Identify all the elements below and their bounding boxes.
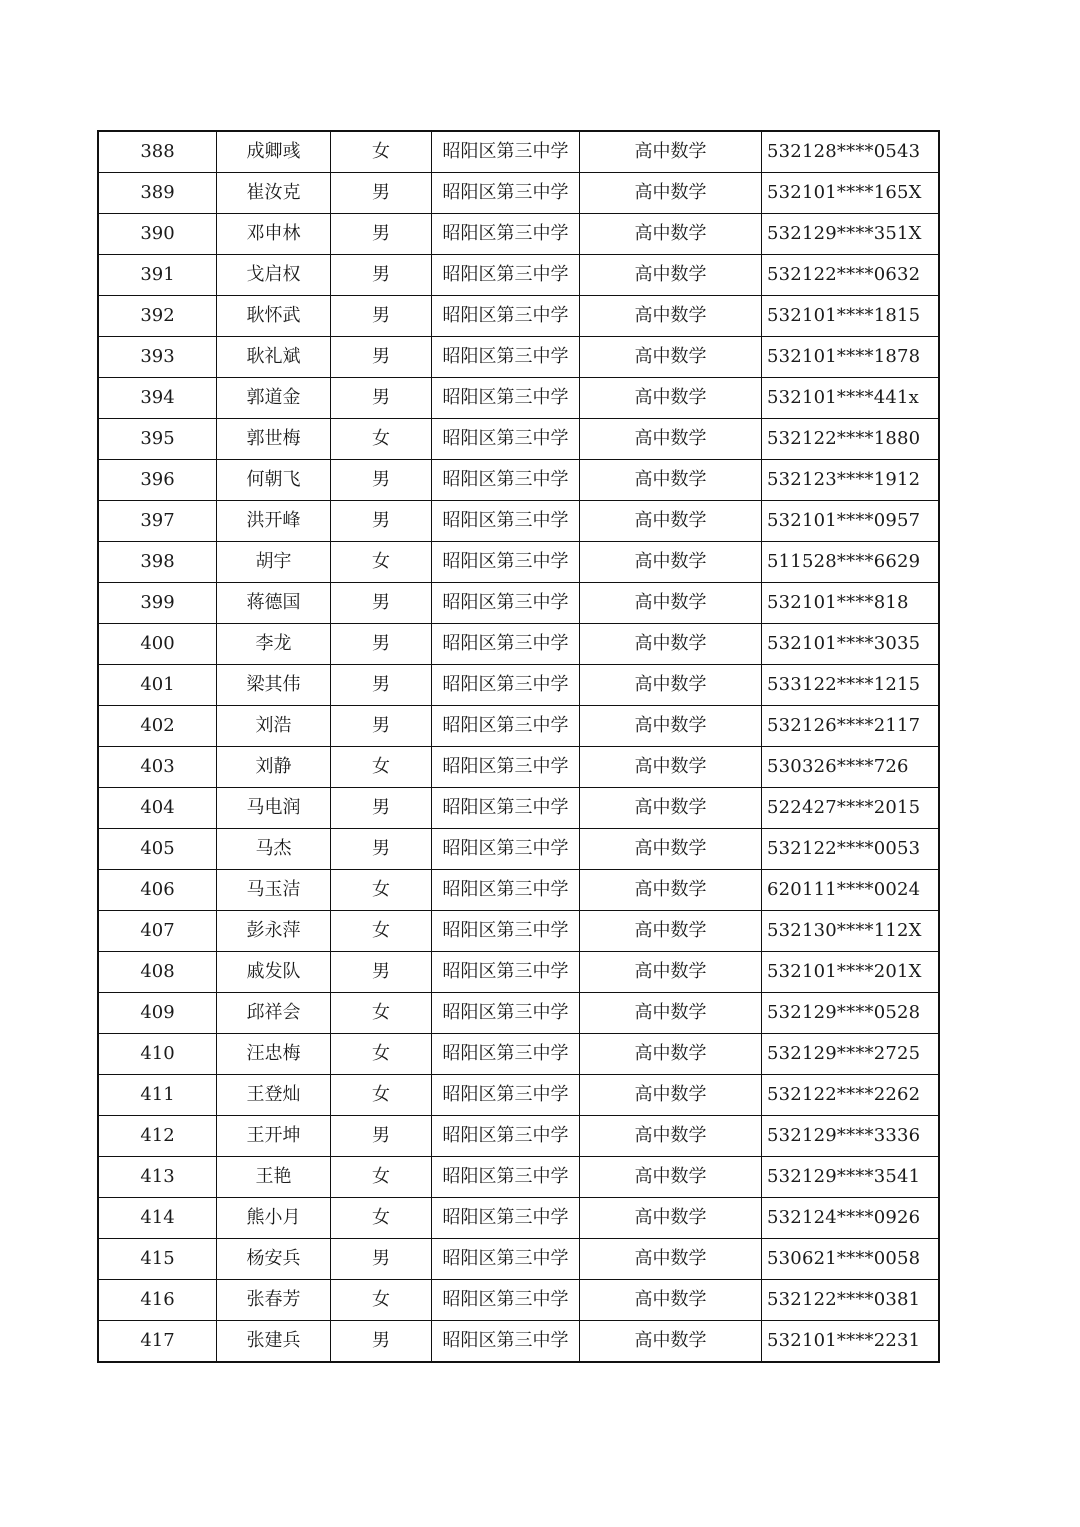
subject-cell: 高中数学: [580, 1157, 762, 1198]
id-number-cell: 532129****0528: [762, 993, 940, 1034]
school-cell: 昭阳区第三中学: [432, 460, 580, 501]
gender-cell: 女: [331, 747, 432, 788]
school-cell: 昭阳区第三中学: [432, 829, 580, 870]
row-number-cell: 417: [98, 1321, 217, 1363]
name-cell: 耿怀武: [217, 296, 331, 337]
row-number-cell: 389: [98, 173, 217, 214]
subject-cell: 高中数学: [580, 706, 762, 747]
row-number-cell: 401: [98, 665, 217, 706]
table-row: [98, 1075, 939, 1116]
table-row: [98, 624, 939, 665]
id-number-cell: 532101****818: [762, 583, 940, 624]
gender-cell: 男: [331, 1116, 432, 1157]
table-row: [98, 747, 939, 788]
row-number-cell: 408: [98, 952, 217, 993]
id-number-cell: 532122****0053: [762, 829, 940, 870]
row-number-cell: 415: [98, 1239, 217, 1280]
subject-cell: 高中数学: [580, 296, 762, 337]
gender-cell: 男: [331, 337, 432, 378]
school-cell: 昭阳区第三中学: [432, 870, 580, 911]
school-cell: 昭阳区第三中学: [432, 378, 580, 419]
table-row: [98, 296, 939, 337]
table-row: [98, 173, 939, 214]
subject-cell: 高中数学: [580, 419, 762, 460]
id-number-cell: 532124****0926: [762, 1198, 940, 1239]
row-number-cell: 390: [98, 214, 217, 255]
row-number-cell: 400: [98, 624, 217, 665]
subject-cell: 高中数学: [580, 501, 762, 542]
subject-cell: 高中数学: [580, 460, 762, 501]
id-number-cell: 530621****0058: [762, 1239, 940, 1280]
school-cell: 昭阳区第三中学: [432, 1280, 580, 1321]
id-number-cell: 532122****1880: [762, 419, 940, 460]
school-cell: 昭阳区第三中学: [432, 952, 580, 993]
subject-cell: 高中数学: [580, 870, 762, 911]
table-row: [98, 378, 939, 419]
name-cell: 何朝飞: [217, 460, 331, 501]
row-number-cell: 404: [98, 788, 217, 829]
name-cell: 蒋德国: [217, 583, 331, 624]
id-number-cell: 532101****441x: [762, 378, 940, 419]
subject-cell: 高中数学: [580, 1239, 762, 1280]
id-number-cell: 532123****1912: [762, 460, 940, 501]
name-cell: 戈启权: [217, 255, 331, 296]
school-cell: 昭阳区第三中学: [432, 131, 580, 173]
id-number-cell: 532101****1878: [762, 337, 940, 378]
subject-cell: 高中数学: [580, 747, 762, 788]
table-row: [98, 583, 939, 624]
id-number-cell: 532101****0957: [762, 501, 940, 542]
id-number-cell: 532128****0543: [762, 131, 940, 173]
name-cell: 王艳: [217, 1157, 331, 1198]
id-number-cell: 532122****2262: [762, 1075, 940, 1116]
gender-cell: 男: [331, 296, 432, 337]
school-cell: 昭阳区第三中学: [432, 337, 580, 378]
name-cell: 成卿彧: [217, 131, 331, 173]
row-number-cell: 413: [98, 1157, 217, 1198]
subject-cell: 高中数学: [580, 214, 762, 255]
subject-cell: 高中数学: [580, 1280, 762, 1321]
table-row: [98, 1198, 939, 1239]
table-row: [98, 255, 939, 296]
gender-cell: 男: [331, 214, 432, 255]
table-row: [98, 460, 939, 501]
table-row: [98, 993, 939, 1034]
table-row: [98, 706, 939, 747]
subject-cell: 高中数学: [580, 788, 762, 829]
row-number-cell: 397: [98, 501, 217, 542]
school-cell: 昭阳区第三中学: [432, 993, 580, 1034]
gender-cell: 女: [331, 870, 432, 911]
school-cell: 昭阳区第三中学: [432, 1239, 580, 1280]
table-row: [98, 1239, 939, 1280]
gender-cell: 男: [331, 501, 432, 542]
subject-cell: 高中数学: [580, 993, 762, 1034]
table-row: [98, 788, 939, 829]
school-cell: 昭阳区第三中学: [432, 788, 580, 829]
gender-cell: 男: [331, 706, 432, 747]
subject-cell: 高中数学: [580, 378, 762, 419]
gender-cell: 女: [331, 1157, 432, 1198]
id-number-cell: 532130****112X: [762, 911, 940, 952]
subject-cell: 高中数学: [580, 583, 762, 624]
school-cell: 昭阳区第三中学: [432, 214, 580, 255]
id-number-cell: 532129****351X: [762, 214, 940, 255]
id-number-cell: 532122****0381: [762, 1280, 940, 1321]
table-row: [98, 911, 939, 952]
row-number-cell: 398: [98, 542, 217, 583]
name-cell: 王登灿: [217, 1075, 331, 1116]
gender-cell: 女: [331, 1034, 432, 1075]
subject-cell: 高中数学: [580, 542, 762, 583]
table-row: [98, 829, 939, 870]
gender-cell: 男: [331, 788, 432, 829]
subject-cell: 高中数学: [580, 1034, 762, 1075]
name-cell: 胡宇: [217, 542, 331, 583]
id-number-cell: 620111****0024: [762, 870, 940, 911]
subject-cell: 高中数学: [580, 255, 762, 296]
id-number-cell: 530326****726: [762, 747, 940, 788]
table-row: [98, 870, 939, 911]
name-cell: 刘浩: [217, 706, 331, 747]
row-number-cell: 402: [98, 706, 217, 747]
subject-cell: 高中数学: [580, 337, 762, 378]
row-number-cell: 410: [98, 1034, 217, 1075]
school-cell: 昭阳区第三中学: [432, 583, 580, 624]
gender-cell: 男: [331, 1321, 432, 1363]
subject-cell: 高中数学: [580, 624, 762, 665]
table-row: [98, 1157, 939, 1198]
name-cell: 洪开峰: [217, 501, 331, 542]
gender-cell: 男: [331, 829, 432, 870]
row-number-cell: 414: [98, 1198, 217, 1239]
row-number-cell: 407: [98, 911, 217, 952]
id-number-cell: 532101****165X: [762, 173, 940, 214]
subject-cell: 高中数学: [580, 829, 762, 870]
row-number-cell: 391: [98, 255, 217, 296]
name-cell: 耿礼斌: [217, 337, 331, 378]
gender-cell: 女: [331, 993, 432, 1034]
name-cell: 张建兵: [217, 1321, 331, 1363]
id-number-cell: 533122****1215: [762, 665, 940, 706]
school-cell: 昭阳区第三中学: [432, 1321, 580, 1363]
school-cell: 昭阳区第三中学: [432, 1198, 580, 1239]
table-row: [98, 1034, 939, 1075]
id-number-cell: 532122****0632: [762, 255, 940, 296]
table-row: [98, 665, 939, 706]
id-number-cell: 532101****201X: [762, 952, 940, 993]
row-number-cell: 403: [98, 747, 217, 788]
gender-cell: 女: [331, 1075, 432, 1116]
name-cell: 崔汝克: [217, 173, 331, 214]
school-cell: 昭阳区第三中学: [432, 624, 580, 665]
school-cell: 昭阳区第三中学: [432, 255, 580, 296]
table-row: [98, 214, 939, 255]
name-cell: 熊小月: [217, 1198, 331, 1239]
name-cell: 杨安兵: [217, 1239, 331, 1280]
gender-cell: 男: [331, 665, 432, 706]
subject-cell: 高中数学: [580, 952, 762, 993]
gender-cell: 女: [331, 419, 432, 460]
school-cell: 昭阳区第三中学: [432, 1157, 580, 1198]
row-number-cell: 405: [98, 829, 217, 870]
name-cell: 邱祥会: [217, 993, 331, 1034]
name-cell: 李龙: [217, 624, 331, 665]
subject-cell: 高中数学: [580, 1075, 762, 1116]
gender-cell: 女: [331, 1198, 432, 1239]
subject-cell: 高中数学: [580, 1116, 762, 1157]
school-cell: 昭阳区第三中学: [432, 747, 580, 788]
subject-cell: 高中数学: [580, 1198, 762, 1239]
subject-cell: 高中数学: [580, 1321, 762, 1363]
name-cell: 马电润: [217, 788, 331, 829]
school-cell: 昭阳区第三中学: [432, 706, 580, 747]
name-cell: 马玉洁: [217, 870, 331, 911]
name-cell: 梁其伟: [217, 665, 331, 706]
name-cell: 汪忠梅: [217, 1034, 331, 1075]
roster-table: [97, 130, 940, 1363]
gender-cell: 男: [331, 624, 432, 665]
table-row: [98, 1116, 939, 1157]
gender-cell: 男: [331, 255, 432, 296]
table-row: [98, 501, 939, 542]
id-number-cell: 532129****3336: [762, 1116, 940, 1157]
name-cell: 邓申林: [217, 214, 331, 255]
table-row: [98, 542, 939, 583]
id-number-cell: 532129****3541: [762, 1157, 940, 1198]
school-cell: 昭阳区第三中学: [432, 911, 580, 952]
row-number-cell: 395: [98, 419, 217, 460]
school-cell: 昭阳区第三中学: [432, 173, 580, 214]
row-number-cell: 411: [98, 1075, 217, 1116]
school-cell: 昭阳区第三中学: [432, 501, 580, 542]
name-cell: 戚发队: [217, 952, 331, 993]
table-row: [98, 1321, 939, 1363]
school-cell: 昭阳区第三中学: [432, 1075, 580, 1116]
gender-cell: 女: [331, 542, 432, 583]
table-row: [98, 952, 939, 993]
row-number-cell: 392: [98, 296, 217, 337]
name-cell: 郭世梅: [217, 419, 331, 460]
gender-cell: 男: [331, 952, 432, 993]
name-cell: 王开坤: [217, 1116, 331, 1157]
roster-table-body: [98, 131, 939, 1362]
gender-cell: 男: [331, 583, 432, 624]
row-number-cell: 412: [98, 1116, 217, 1157]
table-row: [98, 1280, 939, 1321]
name-cell: 刘静: [217, 747, 331, 788]
subject-cell: 高中数学: [580, 173, 762, 214]
row-number-cell: 396: [98, 460, 217, 501]
row-number-cell: 393: [98, 337, 217, 378]
gender-cell: 女: [331, 1280, 432, 1321]
name-cell: 彭永萍: [217, 911, 331, 952]
gender-cell: 女: [331, 131, 432, 173]
school-cell: 昭阳区第三中学: [432, 296, 580, 337]
id-number-cell: 522427****2015: [762, 788, 940, 829]
table-row: [98, 419, 939, 460]
id-number-cell: 532101****1815: [762, 296, 940, 337]
gender-cell: 男: [331, 378, 432, 419]
school-cell: 昭阳区第三中学: [432, 419, 580, 460]
row-number-cell: 394: [98, 378, 217, 419]
row-number-cell: 416: [98, 1280, 217, 1321]
row-number-cell: 399: [98, 583, 217, 624]
gender-cell: 男: [331, 173, 432, 214]
name-cell: 郭道金: [217, 378, 331, 419]
row-number-cell: 388: [98, 131, 217, 173]
gender-cell: 男: [331, 460, 432, 501]
school-cell: 昭阳区第三中学: [432, 1116, 580, 1157]
school-cell: 昭阳区第三中学: [432, 1034, 580, 1075]
subject-cell: 高中数学: [580, 911, 762, 952]
gender-cell: 女: [331, 911, 432, 952]
table-row: [98, 337, 939, 378]
row-number-cell: 406: [98, 870, 217, 911]
id-number-cell: 511528****6629: [762, 542, 940, 583]
subject-cell: 高中数学: [580, 665, 762, 706]
school-cell: 昭阳区第三中学: [432, 665, 580, 706]
id-number-cell: 532129****2725: [762, 1034, 940, 1075]
subject-cell: 高中数学: [580, 131, 762, 173]
id-number-cell: 532126****2117: [762, 706, 940, 747]
id-number-cell: 532101****3035: [762, 624, 940, 665]
name-cell: 张春芳: [217, 1280, 331, 1321]
name-cell: 马杰: [217, 829, 331, 870]
row-number-cell: 409: [98, 993, 217, 1034]
gender-cell: 男: [331, 1239, 432, 1280]
school-cell: 昭阳区第三中学: [432, 542, 580, 583]
id-number-cell: 532101****2231: [762, 1321, 940, 1363]
table-row: [98, 131, 939, 173]
